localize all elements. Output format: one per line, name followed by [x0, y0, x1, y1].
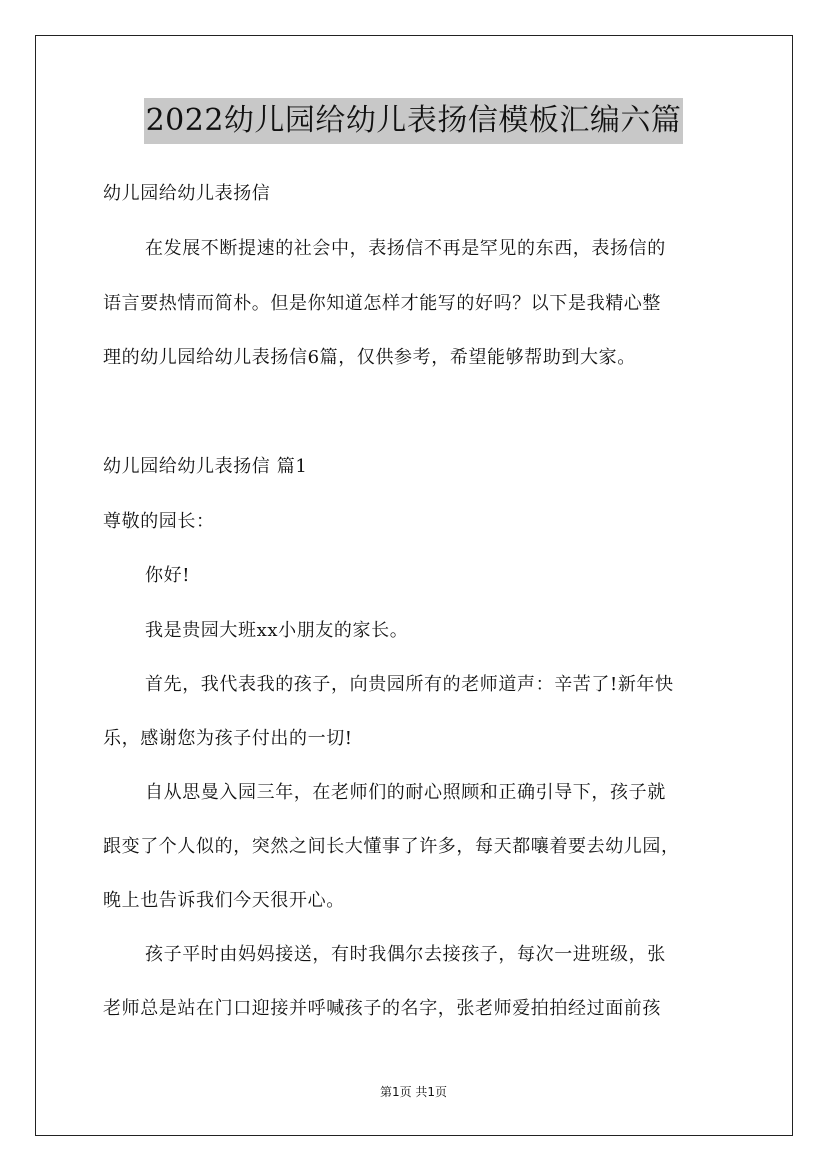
body-line-4: 自从思曼入园三年，在老师们的耐心照顾和正确引导下，孩子就 [145, 782, 666, 803]
body-line-2: 首先，我代表我的孩子，向贵园所有的老师道声：辛苦了!新年快 [145, 674, 674, 695]
section-heading: 幼儿园给幼儿表扬信 [103, 183, 271, 204]
document-title: 2022幼儿园给幼儿表扬信模板汇编六篇 [144, 98, 684, 144]
body-line-7: 孩子平时由妈妈接送，有时我偶尔去接孩子，每次一进班级，张 [145, 944, 666, 965]
greeting: 你好! [145, 565, 191, 586]
body-line-6: 晚上也告诉我们今天很开心。 [103, 890, 345, 911]
page-number: 第1页 共1页 [379, 1085, 448, 1099]
body-line-1: 我是贵园大班xx小朋友的家长。 [145, 620, 409, 641]
body-line-3: 乐，感谢您为孩子付出的一切! [103, 728, 353, 749]
body-line-5: 跟变了个人似的，突然之间长大懂事了许多，每天都嚷着要去幼儿园， [103, 836, 680, 857]
title-container [0, 98, 827, 144]
intro-line-1: 在发展不断提速的社会中，表扬信不再是罕见的东西，表扬信的 [145, 238, 666, 259]
article-heading: 幼儿园给幼儿表扬信 篇1 [103, 456, 308, 477]
intro-line-2: 语言要热情而简朴。但是你知道怎样才能写的好吗？以下是我精心整 [103, 293, 661, 314]
salutation: 尊敬的园长： [103, 511, 215, 532]
body-line-8: 老师总是站在门口迎接并呼喊孩子的名字，张老师爱拍拍经过面前孩 [103, 998, 661, 1019]
intro-line-3: 理的幼儿园给幼儿表扬信6篇，仅供参考，希望能够帮助到大家。 [103, 347, 636, 368]
